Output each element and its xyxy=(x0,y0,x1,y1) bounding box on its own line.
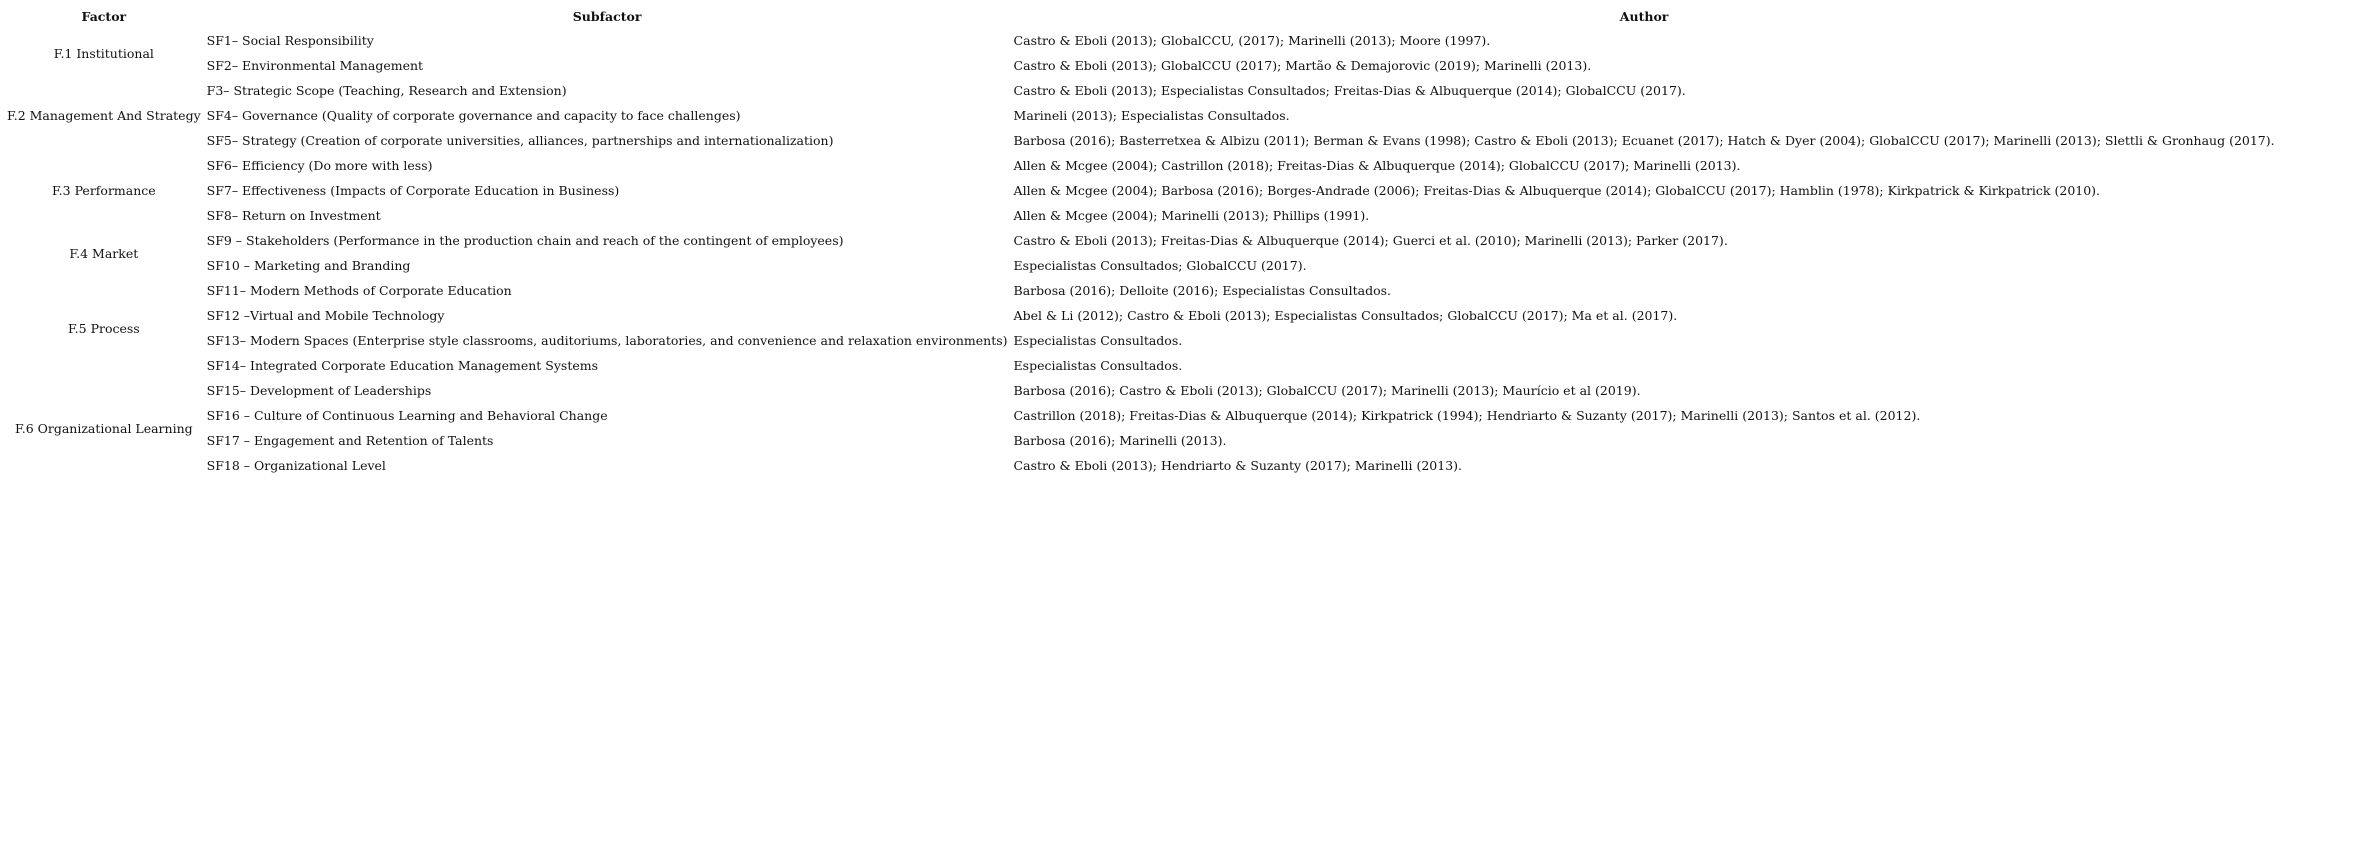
author-cell: Allen & Mcgee (2004); Barbosa (2016); Borges-Andrade (2006); Freitas-Dias & Albuquerque (2014); GlobalCCU (2017); Hamblin (1978); Kirkpatrick & Kirkpatrick (2010). xyxy=(1013,183,2101,198)
table-row xyxy=(4,378,2278,403)
subfactor-cell: SF17 – Engagement and Retention of Talents xyxy=(206,433,494,448)
table-row xyxy=(4,103,2278,128)
author-cell: Barbosa (2016); Delloite (2016); Especialistas Consultados. xyxy=(1013,283,1392,298)
table-row xyxy=(4,428,2278,453)
author-header: Author xyxy=(1619,9,1669,24)
author-cell: Barbosa (2016); Castro & Eboli (2013); GlobalCCU (2017); Marinelli (2013); Maurício et al (2019). xyxy=(1013,383,1641,398)
factor-table xyxy=(4,6,2278,478)
author-cell: Castro & Eboli (2013); GlobalCCU (2017); Martão & Demajorovic (2019); Marinelli (2013). xyxy=(1013,58,1592,73)
table-row xyxy=(4,128,2278,153)
table-row xyxy=(4,328,2278,353)
table-row xyxy=(4,353,2278,378)
subfactor-cell: SF10 – Marketing and Branding xyxy=(206,258,411,273)
table-row xyxy=(4,178,2278,203)
subfactor-cell: SF7– Effectiveness (Impacts of Corporate Education in Business) xyxy=(206,183,620,198)
author-cell: Especialistas Consultados; GlobalCCU (2017). xyxy=(1013,258,1307,273)
subfactor-cell: SF6– Efficiency (Do more with less) xyxy=(206,158,433,173)
subfactor-header: Subfactor xyxy=(572,9,642,24)
subfactor-cell: SF5– Strategy (Creation of corporate universities, alliances, partnerships and internationalization) xyxy=(206,133,834,148)
factor-cell: F.1 Institutional xyxy=(53,45,154,61)
subfactor-cell: SF1– Social Responsibility xyxy=(206,33,374,48)
subfactor-cell: SF8– Return on Investment xyxy=(206,208,381,223)
factor-cell: F.4 Market xyxy=(69,245,139,261)
subfactor-cell: SF16 – Culture of Continuous Learning and Behavioral Change xyxy=(206,408,608,423)
subfactor-cell: F3– Strategic Scope (Teaching, Research and Extension) xyxy=(206,83,567,98)
author-cell: Marineli (2013); Especialistas Consultados. xyxy=(1013,108,1290,123)
author-cell: Barbosa (2016); Marinelli (2013). xyxy=(1013,433,1227,448)
author-cell: Castrillon (2018); Freitas-Dias & Albuquerque (2014); Kirkpatrick (1994); Hendriarto & Suzanty (2017); Marinelli (2013); Santos et al. (2012). xyxy=(1013,408,1921,423)
factor-cell: F.2 Management And Strategy xyxy=(7,108,201,123)
author-cell: Especialistas Consultados. xyxy=(1013,358,1183,373)
factor-cell: F.5 Process xyxy=(67,320,140,336)
author-cell: Castro & Eboli (2013); Especialistas Consultados; Freitas-Dias & Albuquerque (2014); GlobalCCU (2017). xyxy=(1013,83,1686,98)
factor-cell: F.3 Performance xyxy=(51,183,156,198)
table-row xyxy=(4,153,2278,178)
author-cell: Allen & Mcgee (2004); Castrillon (2018); Freitas-Dias & Albuquerque (2014); GlobalCCU (2017); Marinelli (2013). xyxy=(1013,158,1741,173)
subfactor-cell: SF2– Environmental Management xyxy=(206,58,424,73)
table-row xyxy=(4,228,2278,253)
author-cell: Especialistas Consultados. xyxy=(1013,333,1183,348)
table-row xyxy=(4,253,2278,278)
subfactor-cell: SF9 – Stakeholders (Performance in the production chain and reach of the contingent of employees) xyxy=(206,233,844,248)
subfactor-cell: SF15– Development of Leaderships xyxy=(206,383,432,398)
author-cell: Barbosa (2016); Basterretxea & Albizu (2011); Berman & Evans (1998); Castro & Eboli (2013); Ecuanet (2017); Hatch & Dyer (2004); GlobalCCU (2017); Marinelli (2013); Slettli & Gronhaug (2017). xyxy=(1013,133,2275,148)
table-row xyxy=(4,78,2278,103)
factor-cell: F.6 Organizational Learning xyxy=(15,420,193,436)
subfactor-cell: SF11– Modern Methods of Corporate Education xyxy=(206,283,512,298)
author-cell: Castro & Eboli (2013); Freitas-Dias & Albuquerque (2014); Guerci et al. (2010); Marinelli (2013); Parker (2017). xyxy=(1013,233,1728,248)
table-row xyxy=(4,203,2278,228)
subfactor-cell: SF14– Integrated Corporate Education Management Systems xyxy=(206,358,599,373)
table-row xyxy=(4,303,2278,328)
subfactor-cell: SF12 –Virtual and Mobile Technology xyxy=(206,308,445,323)
subfactor-cell: SF13– Modern Spaces (Enterprise style classrooms, auditoriums, laboratories, and convenience and relaxation environments) xyxy=(206,333,1008,348)
subfactor-cell: SF18 – Organizational Level xyxy=(206,458,386,473)
author-cell: Allen & Mcgee (2004); Marinelli (2013); Phillips (1991). xyxy=(1013,208,1370,223)
header-row xyxy=(4,6,2278,28)
author-cell: Abel & Li (2012); Castro & Eboli (2013); Especialistas Consultados; GlobalCCU (2017); Ma et al. (2017). xyxy=(1013,308,1678,323)
subfactor-cell: SF4– Governance (Quality of corporate governance and capacity to face challenges) xyxy=(206,108,741,123)
table-row xyxy=(4,453,2278,478)
factor-header: Factor xyxy=(81,9,127,24)
author-cell: Castro & Eboli (2013); GlobalCCU, (2017); Marinelli (2013); Moore (1997). xyxy=(1013,33,1491,48)
author-cell: Castro & Eboli (2013); Hendriarto & Suzanty (2017); Marinelli (2013). xyxy=(1013,458,1463,473)
table-row xyxy=(4,53,2278,78)
table-row xyxy=(4,403,2278,428)
table-row xyxy=(4,278,2278,303)
table-row xyxy=(4,28,2278,53)
